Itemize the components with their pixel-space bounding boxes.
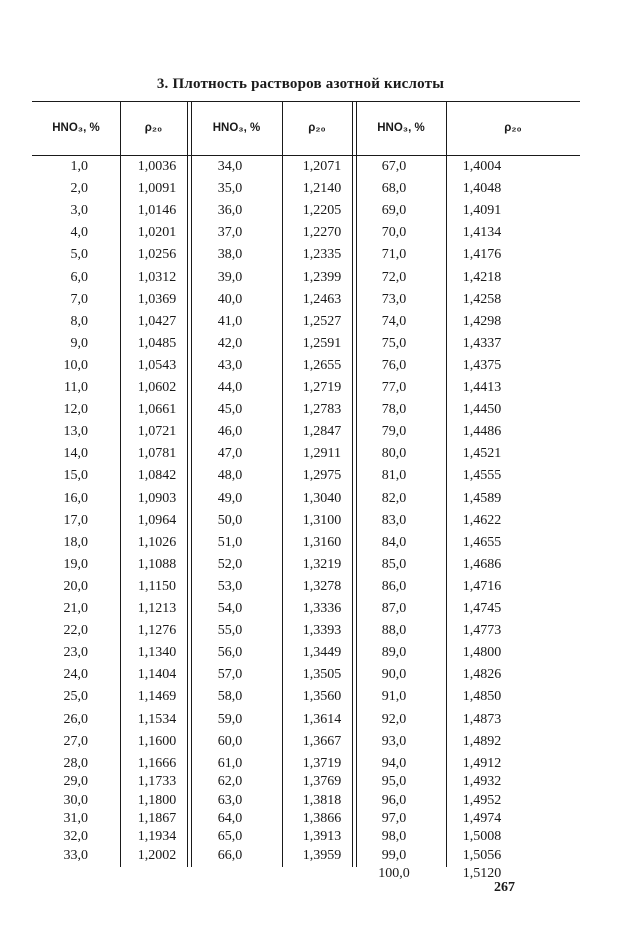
- cell-hno3-percent: 31,0: [63, 810, 88, 826]
- cell-density: 1,0721: [137, 424, 177, 440]
- cell-hno3-percent: 24,0: [63, 667, 88, 683]
- cell-hno3-percent: 25,0: [63, 689, 88, 705]
- cell-density: 1,2335: [302, 247, 342, 263]
- cell-density: 1,4337: [462, 335, 502, 351]
- cell-density: 1,1150: [138, 578, 176, 594]
- cell-hno3-percent: 56,0: [217, 645, 243, 661]
- table-row: [32, 356, 580, 376]
- cell-hno3-percent: 50,0: [217, 512, 243, 528]
- cell-density: 1,1934: [137, 829, 177, 845]
- cell-hno3-percent: 14,0: [63, 446, 88, 462]
- cell-density: 1,4800: [462, 645, 502, 661]
- cell-density: 1,2719: [302, 380, 342, 395]
- cell-hno3-percent: 20,0: [63, 578, 88, 594]
- cell-density: 1,4004: [462, 159, 502, 174]
- cell-density: 1,4091: [462, 203, 502, 219]
- cell-hno3-percent: 59,0: [217, 711, 243, 727]
- cell-density: 1,0661: [137, 402, 177, 418]
- cell-density: 1,4218: [462, 269, 502, 285]
- table-row: [32, 268, 580, 288]
- cell-hno3-percent: 76,0: [381, 357, 407, 373]
- cell-hno3-percent: 1,0: [70, 159, 88, 174]
- cell-density: 1,3336: [302, 601, 342, 616]
- cell-hno3-percent: 36,0: [217, 203, 243, 219]
- table-row: [32, 334, 580, 354]
- cell-hno3-percent: 89,0: [381, 645, 407, 661]
- cell-density: 1,1213: [137, 601, 177, 616]
- cell-density: 1,4048: [462, 181, 502, 197]
- cell-hno3-percent: 99,0: [381, 847, 407, 863]
- cell-hno3-percent: 35,0: [217, 181, 243, 197]
- table-row: [32, 312, 580, 332]
- cell-hno3-percent: 13,0: [63, 424, 88, 440]
- table-row: [32, 422, 580, 442]
- cell-hno3-percent: 54,0: [217, 601, 243, 616]
- cell-density: 1,0602: [137, 380, 177, 395]
- cell-hno3-percent: 60,0: [217, 733, 243, 749]
- cell-density: 1,4134: [462, 225, 502, 241]
- cell-density: 1,4974: [462, 810, 502, 826]
- cell-hno3-percent: 77,0: [381, 380, 407, 395]
- cell-density: 1,0036: [137, 159, 177, 174]
- table-row: [32, 511, 580, 531]
- cell-hno3-percent: 29,0: [63, 774, 88, 790]
- cell-density: 1,0485: [137, 335, 177, 351]
- cell-hno3-percent: 19,0: [63, 556, 88, 572]
- cell-hno3-percent: 90,0: [381, 667, 407, 683]
- cell-density: 1,2911: [303, 446, 341, 462]
- table-row: [32, 555, 580, 575]
- cell-hno3-percent: 92,0: [381, 711, 407, 727]
- cell-density: 1,2399: [302, 269, 342, 285]
- table-row: [32, 665, 580, 685]
- cell-hno3-percent: 97,0: [381, 810, 407, 826]
- cell-density: 1,3040: [302, 490, 342, 506]
- cell-hno3-percent: 81,0: [381, 468, 407, 484]
- cell-hno3-percent: 32,0: [63, 829, 88, 845]
- cell-hno3-percent: 51,0: [217, 534, 243, 550]
- table-row: [32, 400, 580, 420]
- table-row: [32, 466, 580, 486]
- cell-hno3-percent: 8,0: [70, 313, 88, 329]
- cell-density: 1,3393: [302, 623, 342, 639]
- cell-density: 1,0427: [137, 313, 177, 329]
- cell-hno3-percent: 3,0: [70, 203, 88, 219]
- cell-density: 1,2975: [302, 468, 342, 484]
- cell-density: 1,3614: [302, 711, 342, 727]
- cell-hno3-percent: 38,0: [217, 247, 243, 263]
- table-row: [32, 732, 580, 752]
- header-density: ρ₂₀: [144, 122, 163, 134]
- cell-density: 1,0312: [137, 269, 177, 285]
- cell-hno3-percent: 44,0: [217, 380, 243, 395]
- table-row: [32, 791, 580, 811]
- table-row: [32, 643, 580, 663]
- cell-density: 1,4745: [462, 601, 502, 616]
- cell-hno3-percent: 47,0: [217, 446, 243, 462]
- cell-density: 1,1733: [137, 774, 177, 790]
- cell-hno3-percent: 70,0: [381, 225, 407, 241]
- cell-hno3-percent: 73,0: [381, 291, 407, 307]
- cell-hno3-percent: 21,0: [63, 601, 88, 616]
- cell-hno3-percent: 88,0: [381, 623, 407, 639]
- cell-density: 1,0964: [137, 512, 177, 528]
- cell-density: 1,3667: [302, 733, 342, 749]
- cell-density: 1,0091: [137, 181, 177, 197]
- cell-density: 1,5008: [462, 829, 502, 845]
- cell-density: 1,4413: [462, 380, 502, 395]
- cell-density: 1,1600: [137, 733, 177, 749]
- header-hno3-percent: HNO₃, %: [377, 122, 425, 134]
- cell-hno3-percent: 9,0: [70, 335, 88, 351]
- cell-hno3-percent: 12,0: [63, 402, 88, 418]
- cell-density: 1,4655: [462, 534, 502, 550]
- cell-hno3-percent: 62,0: [217, 774, 243, 790]
- cell-hno3-percent: 30,0: [63, 792, 88, 808]
- cell-density: 1,5120: [462, 866, 502, 882]
- cell-hno3-percent: 65,0: [217, 829, 243, 845]
- cell-hno3-percent: 26,0: [63, 711, 88, 727]
- cell-density: 1,3449: [302, 645, 342, 661]
- cell-density: 1,4375: [462, 357, 502, 373]
- cell-hno3-percent: 43,0: [217, 357, 243, 373]
- cell-density: 1,0146: [137, 203, 177, 219]
- cell-density: 1,2655: [302, 357, 342, 373]
- cell-density: 1,1800: [137, 792, 177, 808]
- cell-density: 1,3278: [302, 578, 342, 594]
- table-row: [32, 444, 580, 464]
- cell-density: 1,0842: [137, 468, 177, 484]
- cell-density: 1,2527: [302, 313, 342, 329]
- cell-hno3-percent: 40,0: [217, 291, 243, 307]
- table-row: [32, 290, 580, 310]
- cell-density: 1,2205: [302, 203, 342, 219]
- cell-hno3-percent: 34,0: [217, 159, 243, 174]
- cell-hno3-percent: 61,0: [217, 755, 243, 771]
- cell-density: 1,4258: [462, 291, 502, 307]
- cell-density: 1,1404: [137, 667, 177, 683]
- cell-density: 1,4850: [462, 689, 502, 705]
- cell-density: 1,3769: [302, 774, 342, 790]
- cell-hno3-percent: 45,0: [217, 402, 243, 418]
- cell-hno3-percent: 27,0: [63, 733, 88, 749]
- cell-hno3-percent: 71,0: [381, 247, 407, 263]
- cell-density: 1,3913: [302, 829, 342, 845]
- cell-hno3-percent: 94,0: [381, 755, 407, 771]
- cell-hno3-percent: 18,0: [63, 534, 88, 550]
- cell-density: 1,2071: [302, 159, 342, 174]
- table-title: 3. Плотность растворов азотной кислоты: [156, 76, 445, 92]
- cell-density: 1,1666: [137, 755, 177, 771]
- cell-density: 1,0543: [137, 357, 177, 373]
- cell-hno3-percent: 69,0: [381, 203, 407, 219]
- cell-density: 1,1026: [137, 534, 177, 550]
- cell-density: 1,4589: [462, 490, 502, 506]
- cell-hno3-percent: 16,0: [63, 490, 88, 506]
- cell-density: 1,0781: [137, 446, 177, 462]
- header-density: ρ₂₀: [504, 122, 522, 134]
- cell-density: 1,3505: [302, 667, 342, 683]
- table-row: [32, 201, 580, 221]
- cell-hno3-percent: 5,0: [70, 247, 88, 263]
- header-density: ρ₂₀: [308, 122, 326, 134]
- cell-density: 1,0903: [137, 490, 177, 506]
- page-number: 267: [494, 880, 515, 895]
- cell-hno3-percent: 46,0: [217, 424, 243, 440]
- cell-density: 1,3866: [302, 810, 342, 826]
- table-row: [32, 223, 580, 243]
- cell-density: 1,3560: [302, 689, 342, 705]
- cell-density: 1,4521: [462, 446, 502, 462]
- header-hno3-percent: HNO₃, %: [212, 122, 261, 134]
- cell-hno3-percent: 23,0: [63, 645, 88, 661]
- cell-hno3-percent: 22,0: [63, 623, 88, 639]
- cell-hno3-percent: 78,0: [381, 402, 407, 418]
- cell-hno3-percent: 28,0: [63, 755, 88, 771]
- cell-density: 1,1469: [137, 689, 177, 705]
- cell-density: 1,4486: [462, 424, 502, 440]
- cell-hno3-percent: 58,0: [217, 689, 243, 705]
- cell-hno3-percent: 2,0: [70, 181, 88, 197]
- cell-density: 1,2591: [302, 335, 342, 351]
- table-row: [32, 179, 580, 199]
- cell-density: 1,4716: [462, 578, 502, 594]
- cell-density: 1,3160: [302, 534, 342, 550]
- cell-density: 1,4686: [462, 556, 502, 572]
- cell-hno3-percent: 49,0: [217, 490, 243, 506]
- cell-density: 1,3719: [302, 755, 342, 771]
- cell-hno3-percent: 42,0: [217, 335, 243, 351]
- cell-density: 1,2140: [302, 181, 342, 197]
- cell-hno3-percent: 75,0: [381, 335, 407, 351]
- cell-hno3-percent: 7,0: [70, 291, 88, 307]
- cell-hno3-percent: 64,0: [217, 810, 243, 826]
- cell-density: 1,5056: [462, 847, 502, 863]
- cell-hno3-percent: 93,0: [381, 733, 407, 749]
- table-row: [32, 710, 580, 730]
- cell-density: 1,1340: [137, 645, 177, 661]
- cell-hno3-percent: 10,0: [63, 357, 88, 373]
- cell-density: 1,1534: [137, 711, 177, 727]
- table-row: [32, 687, 580, 707]
- cell-density: 1,0369: [137, 291, 177, 307]
- cell-hno3-percent: 68,0: [381, 181, 407, 197]
- cell-hno3-percent: 52,0: [217, 556, 243, 572]
- cell-hno3-percent: 95,0: [381, 774, 407, 790]
- cell-hno3-percent: 91,0: [381, 689, 407, 705]
- cell-hno3-percent: 82,0: [381, 490, 407, 506]
- cell-hno3-percent: 53,0: [217, 578, 243, 594]
- cell-hno3-percent: 41,0: [217, 313, 243, 329]
- cell-hno3-percent: 63,0: [217, 792, 243, 808]
- cell-hno3-percent: 79,0: [381, 424, 407, 440]
- cell-density: 1,0256: [137, 247, 177, 263]
- cell-hno3-percent: 6,0: [70, 269, 88, 285]
- table-row: [32, 157, 580, 177]
- table-row: [32, 599, 580, 619]
- cell-hno3-percent: 86,0: [381, 578, 407, 594]
- cell-hno3-percent: 87,0: [381, 601, 407, 616]
- cell-density: 1,4932: [462, 774, 502, 790]
- header-bottom-rule: [32, 155, 580, 156]
- cell-hno3-percent: 72,0: [381, 269, 407, 285]
- cell-density: 1,4773: [462, 623, 502, 639]
- cell-density: 1,4826: [462, 667, 502, 683]
- cell-hno3-percent: 83,0: [381, 512, 407, 528]
- cell-hno3-percent: 4,0: [70, 225, 88, 241]
- cell-density: 1,3818: [302, 792, 342, 808]
- cell-hno3-percent: 84,0: [381, 534, 407, 550]
- header-hno3-percent: HNO₃, %: [52, 122, 100, 134]
- cell-density: 1,4873: [462, 711, 502, 727]
- cell-density: 1,4555: [462, 468, 502, 484]
- cell-density: 1,4952: [462, 792, 502, 808]
- cell-hno3-percent: 74,0: [381, 313, 407, 329]
- cell-hno3-percent: 100,0: [378, 866, 410, 882]
- cell-hno3-percent: 55,0: [217, 623, 243, 639]
- table-row: [32, 827, 580, 847]
- cell-hno3-percent: 66,0: [217, 847, 243, 863]
- table-row: [32, 378, 580, 398]
- cell-density: 1,4450: [462, 402, 502, 418]
- cell-density: 1,3219: [302, 556, 342, 572]
- table-row: [32, 846, 580, 866]
- cell-hno3-percent: 11,0: [64, 380, 88, 395]
- cell-hno3-percent: 85,0: [381, 556, 407, 572]
- cell-hno3-percent: 57,0: [217, 667, 243, 683]
- cell-hno3-percent: 39,0: [217, 269, 243, 285]
- cell-hno3-percent: 37,0: [217, 225, 243, 241]
- cell-density: 1,1276: [137, 623, 177, 639]
- cell-density: 1,1088: [137, 556, 177, 572]
- cell-density: 1,4298: [462, 313, 502, 329]
- table-row: [32, 577, 580, 597]
- table-row: [32, 621, 580, 641]
- cell-density: 1,2002: [137, 847, 177, 863]
- cell-density: 1,4176: [462, 247, 502, 263]
- cell-density: 1,2783: [302, 402, 342, 418]
- table-row: [32, 489, 580, 509]
- cell-hno3-percent: 98,0: [381, 829, 407, 845]
- table-row: [32, 245, 580, 265]
- cell-density: 1,3100: [302, 512, 342, 528]
- cell-hno3-percent: 15,0: [63, 468, 88, 484]
- cell-hno3-percent: 48,0: [217, 468, 243, 484]
- table-row: [32, 772, 580, 792]
- cell-hno3-percent: 96,0: [381, 792, 407, 808]
- cell-density: 1,4892: [462, 733, 502, 749]
- cell-density: 1,3959: [302, 847, 342, 863]
- cell-hno3-percent: 80,0: [381, 446, 407, 462]
- cell-density: 1,2463: [302, 291, 342, 307]
- cell-density: 1,2847: [302, 424, 342, 440]
- cell-density: 1,1867: [137, 810, 177, 826]
- cell-density: 1,0201: [137, 225, 177, 241]
- cell-density: 1,4912: [462, 755, 502, 771]
- cell-density: 1,2270: [302, 225, 342, 241]
- cell-hno3-percent: 33,0: [63, 847, 88, 863]
- cell-hno3-percent: 67,0: [381, 159, 407, 174]
- cell-density: 1,4622: [462, 512, 502, 528]
- cell-hno3-percent: 17,0: [63, 512, 88, 528]
- table-row: [32, 533, 580, 553]
- table-row: [32, 754, 580, 774]
- table-row: [32, 809, 580, 829]
